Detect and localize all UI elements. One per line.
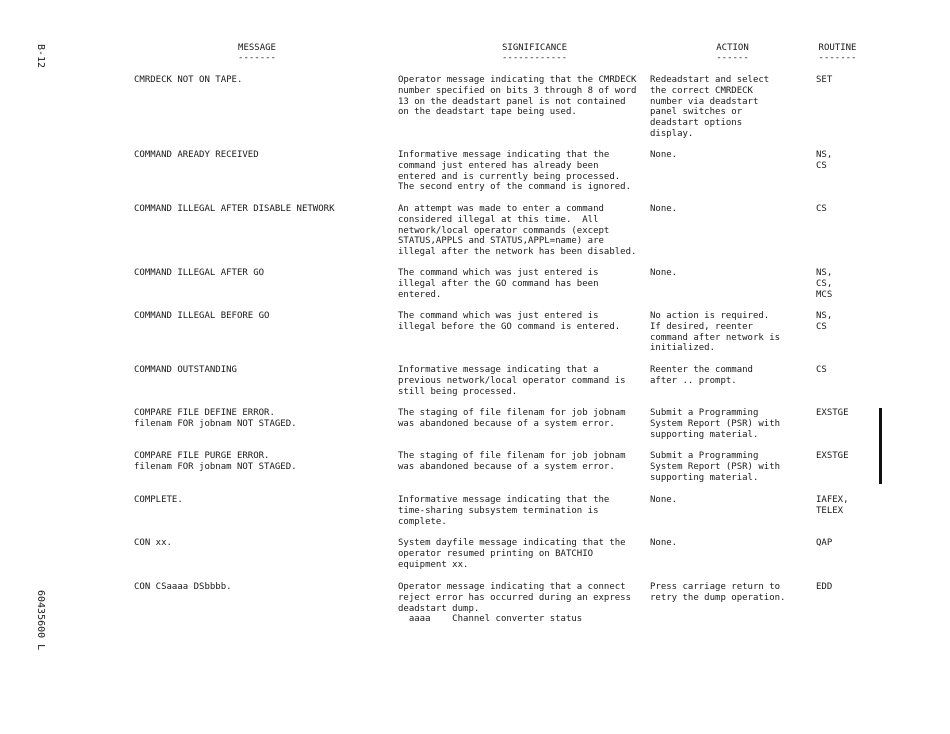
row-routine: EXSTGE	[816, 408, 849, 418]
row-significance: The staging of file filenam for job jobnam was abandoned because of a system error.	[398, 451, 626, 472]
header-action-label: ACTION	[716, 43, 749, 53]
row-significance: Informative message indicating that a previous network/local operator command is still being processed.	[398, 365, 626, 397]
row-action: Press carriage return to retry the dump operation.	[650, 582, 786, 603]
header-significance-label: SIGNIFICANCE	[501, 43, 568, 53]
page-number: B-12	[35, 44, 46, 69]
row-significance: An attempt was made to enter a command considered illegal at this time. All network/local operator commands (except STATUS,APPLS and STATUS,APPL=name) are illegal after the network has been disabled.	[398, 204, 637, 258]
row-action: None.	[650, 204, 678, 214]
header-message	[222, 43, 292, 63]
row-message: COMMAND AREADY RECEIVED	[134, 150, 259, 160]
row-action: Reenter the command after .. prompt.	[650, 365, 753, 386]
row-routine: CS	[816, 204, 827, 214]
row-routine: NS, CS	[816, 150, 833, 171]
row-routine: NS, CS, MCS	[816, 268, 833, 300]
row-action: None.	[650, 495, 678, 505]
row-message: CON CSaaaa DSbbbb.	[134, 582, 232, 592]
row-action: Redeadstart and select the correct CMRDECK number via deadstart panel switches or deadstart options display.	[650, 75, 770, 139]
header-significance-rule: ------------	[501, 53, 568, 63]
row-message: CON xx.	[134, 538, 172, 548]
row-routine: CS	[816, 365, 827, 375]
row-message: COMMAND ILLEGAL BEFORE GO	[134, 311, 270, 321]
document-number: 60435600 L	[35, 590, 46, 651]
row-message: COMPARE FILE DEFINE ERROR. filenam FOR jobnam NOT STAGED.	[134, 408, 297, 429]
header-message-rule: -------	[238, 53, 276, 63]
row-significance: Informative message indicating that the time-sharing subsystem termination is complete.	[398, 495, 610, 527]
row-message: COMMAND ILLEGAL AFTER DISABLE NETWORK	[134, 204, 335, 214]
row-message: COMPLETE.	[134, 495, 183, 505]
row-routine: QAP	[816, 538, 833, 548]
header-routine-rule: -------	[818, 53, 857, 63]
header-significance	[492, 43, 577, 63]
row-action: None.	[650, 538, 678, 548]
row-routine: EXSTGE	[816, 451, 849, 461]
row-significance: The staging of file filenam for job jobnam was abandoned because of a system error.	[398, 408, 626, 429]
row-routine: IAFEX, TELEX	[816, 495, 849, 516]
row-action: None.	[650, 268, 678, 278]
row-significance: Informative message indicating that the command just entered has already been entered and is currently being processed. The second entry of the command is ignored.	[398, 150, 631, 193]
row-action: None.	[650, 150, 678, 160]
row-routine: EDD	[816, 582, 833, 592]
row-message: COMPARE FILE PURGE ERROR. filenam FOR jobnam NOT STAGED.	[134, 451, 297, 472]
row-action: No action is required. If desired, reenter command after network is initialized.	[650, 311, 781, 354]
row-significance: The command which was just entered is illegal after the GO command has been entered.	[398, 268, 599, 300]
row-significance: The command which was just entered is illegal before the GO command is entered.	[398, 311, 621, 332]
header-routine-label: ROUTINE	[818, 43, 857, 53]
row-action: Submit a Programming System Report (PSR) with supporting material.	[650, 408, 781, 440]
row-action: Submit a Programming System Report (PSR) with supporting material.	[650, 451, 781, 483]
row-significance: Operator message indicating that the CMRDECK number specified on bits 3 through 8 of word 13 on the deadstart panel is not contained on the deadstart tape being used.	[398, 75, 637, 118]
header-routine	[810, 43, 865, 63]
row-message: COMMAND OUTSTANDING	[134, 365, 237, 375]
header-action-rule: ------	[716, 53, 749, 63]
row-routine: SET	[816, 75, 833, 85]
row-routine: NS, CS	[816, 311, 833, 332]
row-message: CMRDECK NOT ON TAPE.	[134, 75, 243, 85]
header-message-label: MESSAGE	[238, 43, 276, 53]
row-significance: System dayfile message indicating that the operator resumed printing on BATCHIO equipment xx.	[398, 538, 626, 570]
change-bar	[879, 408, 882, 484]
row-significance: Operator message indicating that a connect reject error has occurred during an express deadstart dump. aaaa Channel converter status	[398, 582, 631, 625]
row-message: COMMAND ILLEGAL AFTER GO	[134, 268, 265, 278]
header-action	[705, 43, 760, 63]
